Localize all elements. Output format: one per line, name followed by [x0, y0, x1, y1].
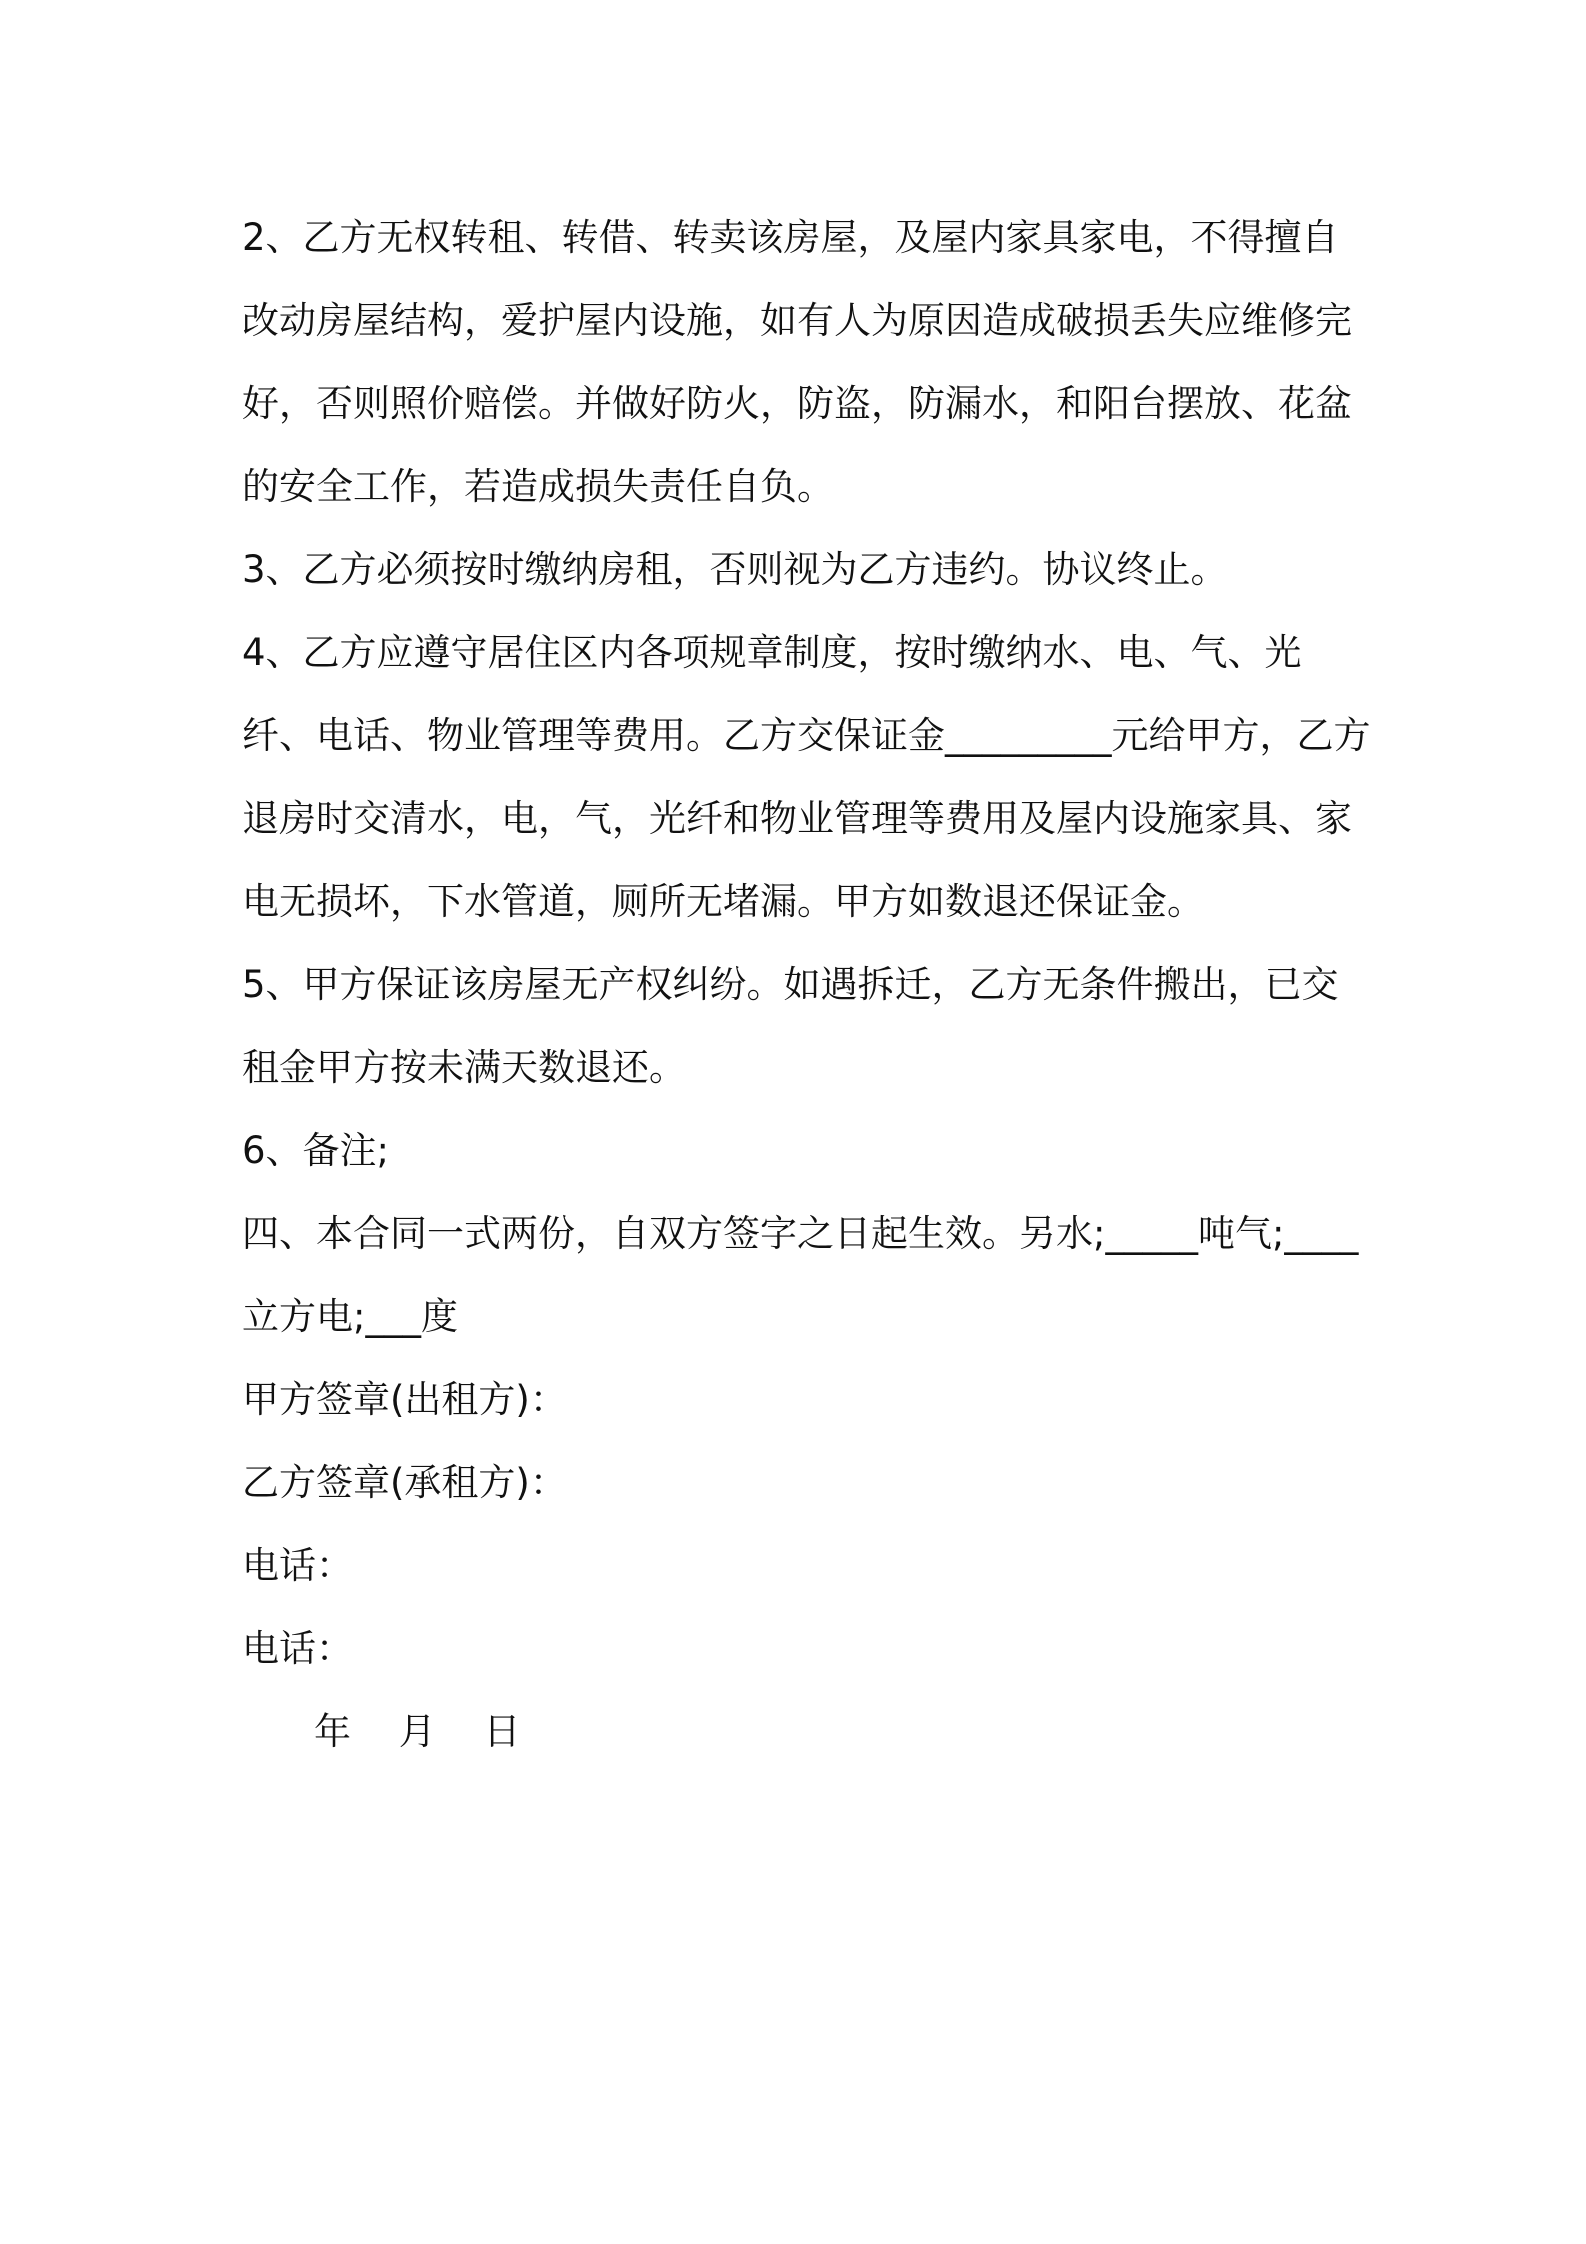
phone-line-1: 电话： — [242, 1544, 353, 1587]
clause-3: 3、乙方必须按时缴纳房租，否则视为乙方违约。协议终止。 — [242, 548, 1228, 591]
clause-5: 5、甲方保证该房屋无产权纠纷。如遇拆迁，乙方无条件搬出，已交租金甲方按未满天数退还。 — [242, 963, 1339, 1089]
date-month: 月 — [398, 1710, 436, 1753]
party-a-signature: 甲方签章(出租方)： — [242, 1378, 567, 1421]
date-year: 年 — [314, 1710, 351, 1753]
party-b-signature: 乙方签章(承租方)： — [242, 1461, 567, 1504]
clause-4: 4、乙方应遵守居住区内各项规章制度，按时缴纳水、电、气、光纤、电话、物业管理等费用。乙方交保证金_________元给甲方，乙方退房时交清水，电，气，光纤和物业管理等费用及屋内设施家具、家电无损坏，下水管道，厕所无堵漏。甲方如数退还保证金。 — [242, 631, 1371, 923]
contract-body — [242, 196, 1372, 1773]
date-day: 日 — [483, 1710, 521, 1753]
phone-line-2: 电话： — [242, 1627, 353, 1670]
clause-2: 2、乙方无权转租、转借、转卖该房屋，及屋内家具家电，不得擅自改动房屋结构，爱护屋内设施，如有人为原因造成破损丢失应维修完好，否则照价赔偿。并做好防火，防盗，防漏水，和阳台摆放、花盆的安全工作，若造成损失责任自负。 — [242, 216, 1352, 508]
section-4-effectiveness: 四、本合同一式两份，自双方签字之日起生效。另水;_____吨气;____立方电;___度 — [242, 1212, 1359, 1338]
signing-date — [242, 1690, 1372, 1773]
clause-6-remarks: 6、备注; — [242, 1129, 390, 1172]
